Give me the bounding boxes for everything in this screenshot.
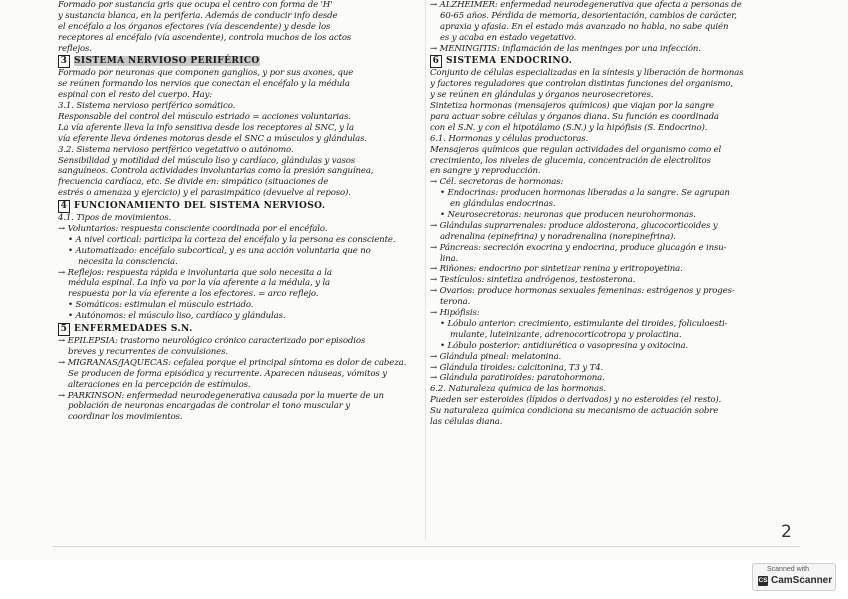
text-line: → MIGRAÑAS/JAQUECAS: cefalea porque el principal síntoma es dolor de cabeza.: [58, 357, 407, 368]
text-line: con el S.N. y con el hipotálamo (S.N.) y la hipófisis (S. Endocrino).: [430, 122, 708, 133]
column-divider: [425, 0, 426, 540]
text-line: → Voluntarios: respuesta consciente coordinada por el encéfalo.: [58, 224, 328, 235]
text-line: breves y recurrentes de convulsiones.: [68, 346, 228, 357]
subsection-title: 3.2. Sistema nervioso periférico vegetativo o autónomo.: [58, 144, 294, 155]
text-line: se reúnen formando los nervios que conectan el encéfalo y la médula: [58, 79, 350, 90]
text-line: → EPILEPSIA: trastorno neurológico crónico caracterizado por episodios: [58, 336, 366, 347]
text-line: → ALZHEIMER: enfermedad neurodegenerativa que afecta a personas de: [430, 0, 742, 10]
subsection-title: 6.2. Naturaleza química de las hormonas.: [430, 384, 606, 395]
section-heading-3: [58, 55, 420, 68]
bullet-item: • A nivel cortical: participa la corteza del encéfalo y la persona es consciente.: [68, 234, 396, 245]
text-line: crecimiento, los niveles de glucemia, concentración de electrolitos: [430, 155, 711, 166]
section-title: FUNCIONAMIENTO DEL SISTEMA NERVIOSO.: [74, 201, 326, 212]
text-line: población de neuronas encargadas de controlar el tono muscular y: [68, 401, 350, 412]
text-line: el encéfalo a los órganos efectores (vía descendente) y desde los: [58, 21, 331, 32]
section-title: SISTEMA ENDOCRINO.: [446, 56, 573, 67]
page-bottom-rule: [52, 546, 800, 547]
text-line: Sensibilidad y motilidad del músculo liso y cardíaco, glándulas y vasos: [58, 155, 356, 166]
text-line: y se reúnen en glándulas y órganos neurosecretores.: [430, 90, 654, 101]
section-heading-4: [58, 200, 420, 213]
subsection-title: 3.1. Sistema nervioso periférico somático.: [58, 101, 236, 112]
section-number: 3: [58, 55, 70, 68]
gland-item: → Riñones: endocrino por sintetizar renina y eritropoyetina.: [430, 264, 683, 275]
text-line: apraxia y afasia. En el estado más avanzado no habla, no sabe quién: [440, 21, 729, 32]
text-line: respuesta por la vía eferente a los efectores. = arco reflejo.: [68, 289, 319, 300]
text-line: La vía aferente lleva la info sensitiva desde los receptores al SNC, y la: [58, 122, 354, 133]
text-line: → MENINGITIS: inflamación de las meninges por una infección.: [430, 43, 701, 54]
section-number: 4: [58, 200, 70, 213]
text-line: Mensajeros químicos que regulan actividades del organismo como el: [430, 144, 722, 155]
text-line: → PARKINSON: enfermedad neurodegenerativa causada por la muerte de un: [58, 390, 384, 401]
text-line: y factores reguladores que controlan distintas funciones del organismo,: [430, 79, 733, 90]
text-line: Pueden ser esteroides (lípidos o derivados) y no esteroides (el resto).: [430, 395, 722, 406]
text-line: espinal con el resto del cuerpo. Hay:: [58, 90, 213, 101]
text-line: coordinar los movimientos.: [68, 412, 183, 423]
text-line: sanguíneos. Controla actividades involuntarias como la presión sanguínea,: [58, 166, 374, 177]
text-line: receptores al encéfalo (vía ascendente), controla muchos de los actos: [58, 32, 352, 43]
text-line: Sintetiza hormonas (mensajeros químicos) que viajan por la sangre: [430, 101, 714, 112]
text-line: en glándulas endocrinas.: [450, 199, 556, 210]
bullet-item: • Lóbulo posterior: antidiurética o vasopresina y oxitocina.: [440, 340, 689, 351]
bullet-item: • Somáticos: estimulan el músculo estriado.: [68, 300, 254, 311]
text-line: y sustancia blanca, en la periferia. Además de conducir info desde: [58, 10, 338, 21]
gland-item: → Hipófisis:: [430, 308, 480, 319]
camscanner-watermark: [752, 563, 836, 591]
gland-item: → Glándula paratiroides: paratohormona.: [430, 373, 605, 384]
section-number: 6: [430, 55, 442, 68]
bullet-item: • Neurosecretoras: neuronas que producen neurohormonas.: [440, 210, 696, 221]
subsection-title: 4.1. Tipos de movimientos.: [58, 213, 172, 224]
gland-item: → Glándulas suprarrenales: produce aldosterona, glucocorticoides y: [430, 220, 718, 231]
text-line: Responsable del control del músculo estriado = acciones voluntarias.: [58, 112, 351, 123]
gland-item: → Testículos: sintetiza andrógenos, testosterona.: [430, 275, 636, 286]
section-title: ENFERMEDADES S.N.: [74, 324, 193, 335]
section-heading-6: [430, 55, 802, 68]
text-line: 60-65 años. Pérdida de memoria, desorientación, cambios de carácter,: [440, 10, 737, 21]
text-line: vía eferente lleva órdenes motoras desde el SNC a músculos y glándulas.: [58, 133, 367, 144]
left-column: [58, 0, 420, 423]
spinal-cord-paragraph: [58, 0, 420, 54]
text-line: las células diana.: [430, 416, 503, 427]
text-line: frecuencia cardíaca, etc. Se divide en: simpático (situaciones de: [58, 177, 329, 188]
text-line: mulante, luteinizante, adrenocorticotropa y prolactina.: [450, 329, 682, 340]
text-line: → Reflejos: respuesta rápida e involuntaria que solo necesita a la: [58, 267, 332, 278]
text-line: estrés o amenaza y ejercicio) y el parasimpático (devuelve al reposo).: [58, 188, 351, 199]
text-line: Formado por neuronas que componen ganglios, y por sus axones, que: [58, 68, 354, 79]
gland-item: → Glándula pineal: melatonina.: [430, 351, 562, 362]
text-line: lina.: [440, 253, 459, 264]
subsection-title: 6.1. Hormonas y células productoras.: [430, 133, 589, 144]
text-line: Se producen de forma episódica y recurrente. Aparecen náuseas, vómitos y: [68, 368, 387, 379]
bullet-item: • Autónomos: el músculo liso, cardíaco y glándulas.: [68, 311, 286, 322]
watermark-caption: Scanned with: [767, 566, 810, 573]
bullet-item: • Endocrinas: producen hormonas liberadas a la sangre. Se agrupan: [440, 188, 730, 199]
text-line: reflejos.: [58, 43, 92, 54]
bullet-item: • Automatizado: encéfalo subcortical, y es una acción voluntaria que no: [68, 245, 371, 256]
section-heading-5: [58, 323, 420, 336]
text-line: adrenalina (epinefrina) y noradrenalina (norepinefrina).: [440, 231, 676, 242]
text-line: médula espinal. La info va por la vía aferente a la médula, y la: [68, 278, 331, 289]
section-title: SISTEMA NERVIOSO PERIFÉRICO: [74, 56, 260, 67]
text-line: alteraciones en la percepción de estímulos.: [68, 379, 251, 390]
text-line: Su naturaleza química condiciona su mecanismo de actuación sobre: [430, 406, 719, 417]
page-number: 2: [781, 522, 792, 542]
bullet-item: • Lóbulo anterior: crecimiento, estimulante del tiroides, foliculoesti-: [440, 318, 728, 329]
watermark-brand: CamScanner: [771, 575, 833, 586]
text-line: necesita la consciencia.: [78, 256, 178, 267]
text-line: en sangre y reproducción.: [430, 166, 541, 177]
text-line: Formado por sustancia gris que ocupa el centro con forma de 'H': [58, 0, 333, 10]
right-column: [430, 0, 802, 428]
camscanner-logo-icon: CS: [758, 577, 768, 584]
text-line: terona.: [440, 297, 471, 308]
gland-item: → Glándula tiroides: calcitonina, T3 y T4.: [430, 362, 604, 373]
text-line: para actuar sobre células y órganos diana. Su función es coordinada: [430, 112, 719, 123]
text-line: → Cél. secretoras de hormonas:: [430, 177, 564, 188]
gland-item: → Ovarios: produce hormonas sexuales femeninas: estrógenos y proges-: [430, 286, 735, 297]
text-line: es y acaba en estado vegetativo.: [440, 32, 577, 43]
text-line: Conjunto de células especializadas en la síntesis y liberación de hormonas: [430, 68, 744, 79]
section-number: 5: [58, 323, 70, 336]
gland-item: → Páncreas: secreción exocrina y endocrina, produce glucagón e insu-: [430, 242, 727, 253]
